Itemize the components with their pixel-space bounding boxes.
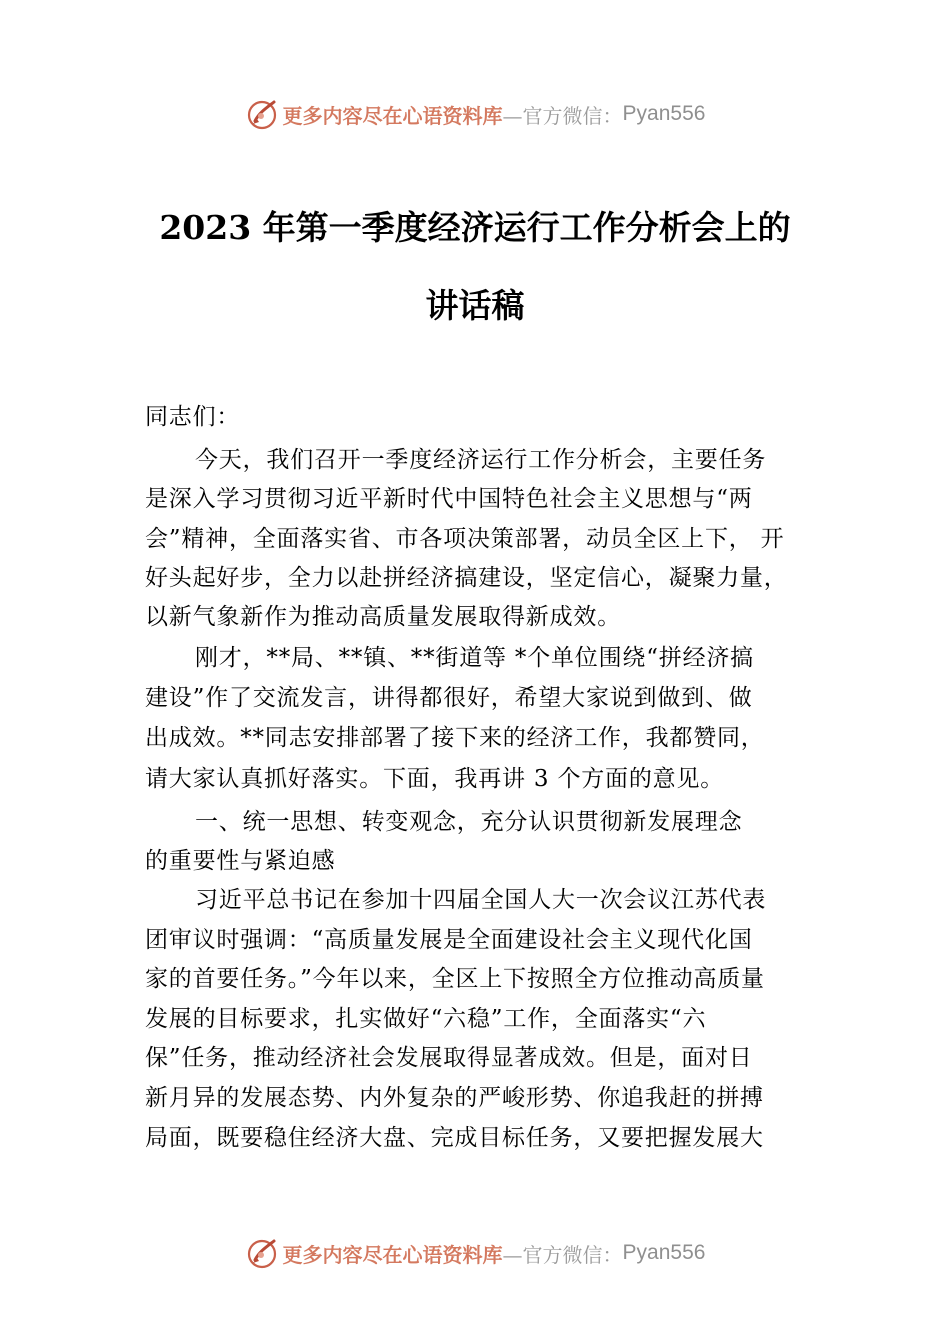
text-line: 局面，既要稳住经济大盘、完成目标任务，又要把握发展大	[145, 1125, 764, 1151]
document-title-line1: 2023 年第一季度经济运行工作分析会上的	[159, 208, 791, 247]
text-line: 刚才，**局、**镇、**街道等 *个单位围绕“拼经济搞	[195, 645, 754, 671]
text-line: 是深入学习贯彻习近平新时代中国特色社会主义思想与“两	[145, 486, 753, 512]
document-title-line2: 讲话稿	[425, 286, 525, 325]
brush-logo-icon	[245, 97, 279, 131]
banner-wechat-id: Pyan556	[622, 102, 706, 125]
text-line: 今天，我们召开一季度经济运行工作分析会，主要任务	[195, 447, 767, 473]
brush-logo-icon	[245, 1236, 279, 1270]
text-line: 以新气象新作为推动高质量发展取得新成效。	[145, 604, 621, 630]
banner-separator: —官方微信：	[502, 103, 623, 128]
text-line: 保”任务，推动经济社会发展取得显著成效。但是，面对日	[145, 1045, 753, 1071]
text-line: 团审议时强调：“高质量发展是全面建设社会主义现代化国	[145, 927, 753, 953]
banner-wechat-id: Pyan556	[622, 1241, 706, 1264]
banner-site-name: 更多内容尽在心语资料库	[282, 103, 503, 128]
text-line: 请大家认真抓好落实。下面，我再讲 3 个方面的意见。	[145, 766, 725, 792]
text-line: 新月异的发展态势、内外复杂的严峻形势、你追我赶的拼搏	[145, 1085, 764, 1111]
footer-banner	[0, 1233, 950, 1273]
banner-separator: —官方微信：	[502, 1242, 623, 1267]
header-banner	[0, 94, 950, 134]
section-heading-line: 的重要性与紧迫感	[145, 848, 336, 874]
text-line: 会”精神，全面落实省、市各项决策部署，动员全区上下， 开	[145, 526, 785, 552]
text-line: 习近平总书记在参加十四届全国人大一次会议江苏代表	[195, 887, 767, 913]
text-line: 好头起好步，全力以赴拼经济搞建设，坚定信心，凝聚力量，	[145, 565, 788, 591]
salutation: 同志们：	[145, 404, 241, 430]
text-line: 建设”作了交流发言，讲得都很好，希望大家说到做到、做	[145, 685, 753, 711]
text-line: 发展的目标要求，扎实做好“六稳”工作，全面落实“六	[145, 1006, 707, 1032]
banner-site-name: 更多内容尽在心语资料库	[282, 1242, 503, 1267]
text-line: 家的首要任务。”今年以来，全区上下按照全方位推动高质量	[145, 966, 765, 992]
section-heading-line: 一、统一思想、转变观念，充分认识贯彻新发展理念	[195, 809, 743, 835]
text-line: 出成效。**同志安排部署了接下来的经济工作，我都赞同，	[145, 725, 765, 751]
